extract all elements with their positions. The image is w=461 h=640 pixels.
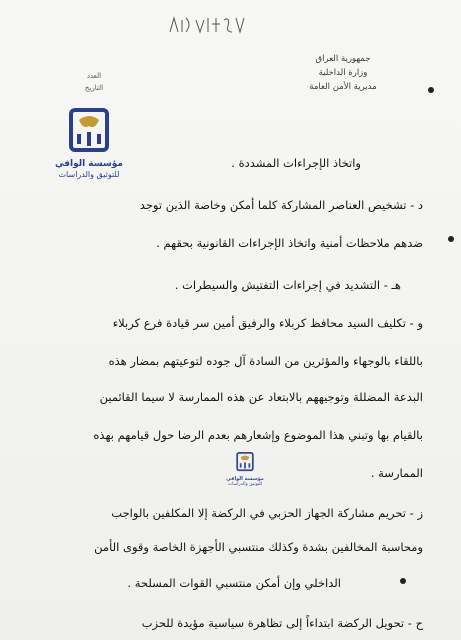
punch-hole-dot: [400, 578, 406, 584]
logo-subtitle: للتوثيق والدراسات: [58, 170, 120, 179]
stamp-emblem-icon: [234, 452, 256, 472]
header-line-country: جمهورية العراق: [315, 54, 371, 64]
header-line-directorate: مديرية الأمن العامة: [309, 82, 377, 92]
body-line-1: واتخاذ الإجراءات المشددة .: [231, 156, 361, 170]
punch-hole-dot: [448, 236, 454, 242]
stamp-name: مؤسسة الوافي: [226, 476, 264, 482]
ref-number-label: العدد: [86, 72, 102, 80]
body-line-7: البدعة المضللة وتوجيههم بالابتعاد عن هذه الممارسة لا سيما القائمين: [99, 390, 423, 404]
watermark-logo: [34, 108, 144, 180]
ministry-header: [283, 52, 403, 94]
logo-name: مؤسسة الوافي: [54, 159, 123, 169]
body-line-9: الممارسة .: [370, 466, 423, 480]
reference-block: [64, 70, 124, 94]
body-line-5: و - تكليف السيد محافظ كربلاء والرفيق أمين سر قيادة فرع كربلاء: [112, 316, 423, 330]
body-line-2: د - تشخيص العناصر المشاركة كلما أمكن وخاصة الذين توجد: [139, 198, 423, 212]
logo-emblem-icon: [65, 108, 113, 154]
body-line-13: ح - تحويل الركضة ابتداءاً إلى تظاهرة سياسية مؤيدة للحزب: [141, 616, 423, 630]
top-handwritten-mark: [166, 14, 250, 36]
body-line-12: الداخلي وإن أمكن منتسبي القوات المسلحة .: [127, 576, 341, 590]
body-line-3: ضدهم ملاحظات أمنية واتخاذ الإجراءات القانونية بحقهم .: [156, 236, 423, 250]
body-line-4: هـ - التشديد في إجراءات التفتيش والسيطرات .: [174, 278, 401, 292]
body-line-6: باللقاء بالوجهاء والمؤثرين من السادة آل جوده لتوعيتهم بمضار هذه: [108, 354, 423, 368]
body-line-11: ومحاسبة المخالفين بشدة وكذلك منتسبي الأجهزة الخاصة وقوى الأمن: [94, 540, 423, 554]
body-line-8: بالقيام بها وتبني هذا الموضوع وإشعارهم بعدم الرضا حول قيامهم بهذه: [93, 428, 423, 442]
watermark-stamp: [220, 452, 270, 488]
punch-hole-dot: [428, 87, 434, 93]
ref-date-label: التاريخ: [84, 84, 104, 92]
body-line-10: ز - تحريم مشاركة الجهاز الحزبي في الركضة إلا المكلفين بالواجب: [111, 506, 423, 520]
header-line-ministry: وزارة الداخلية: [318, 68, 368, 78]
stamp-subtitle: للتوثيق والدراسات: [227, 482, 263, 487]
